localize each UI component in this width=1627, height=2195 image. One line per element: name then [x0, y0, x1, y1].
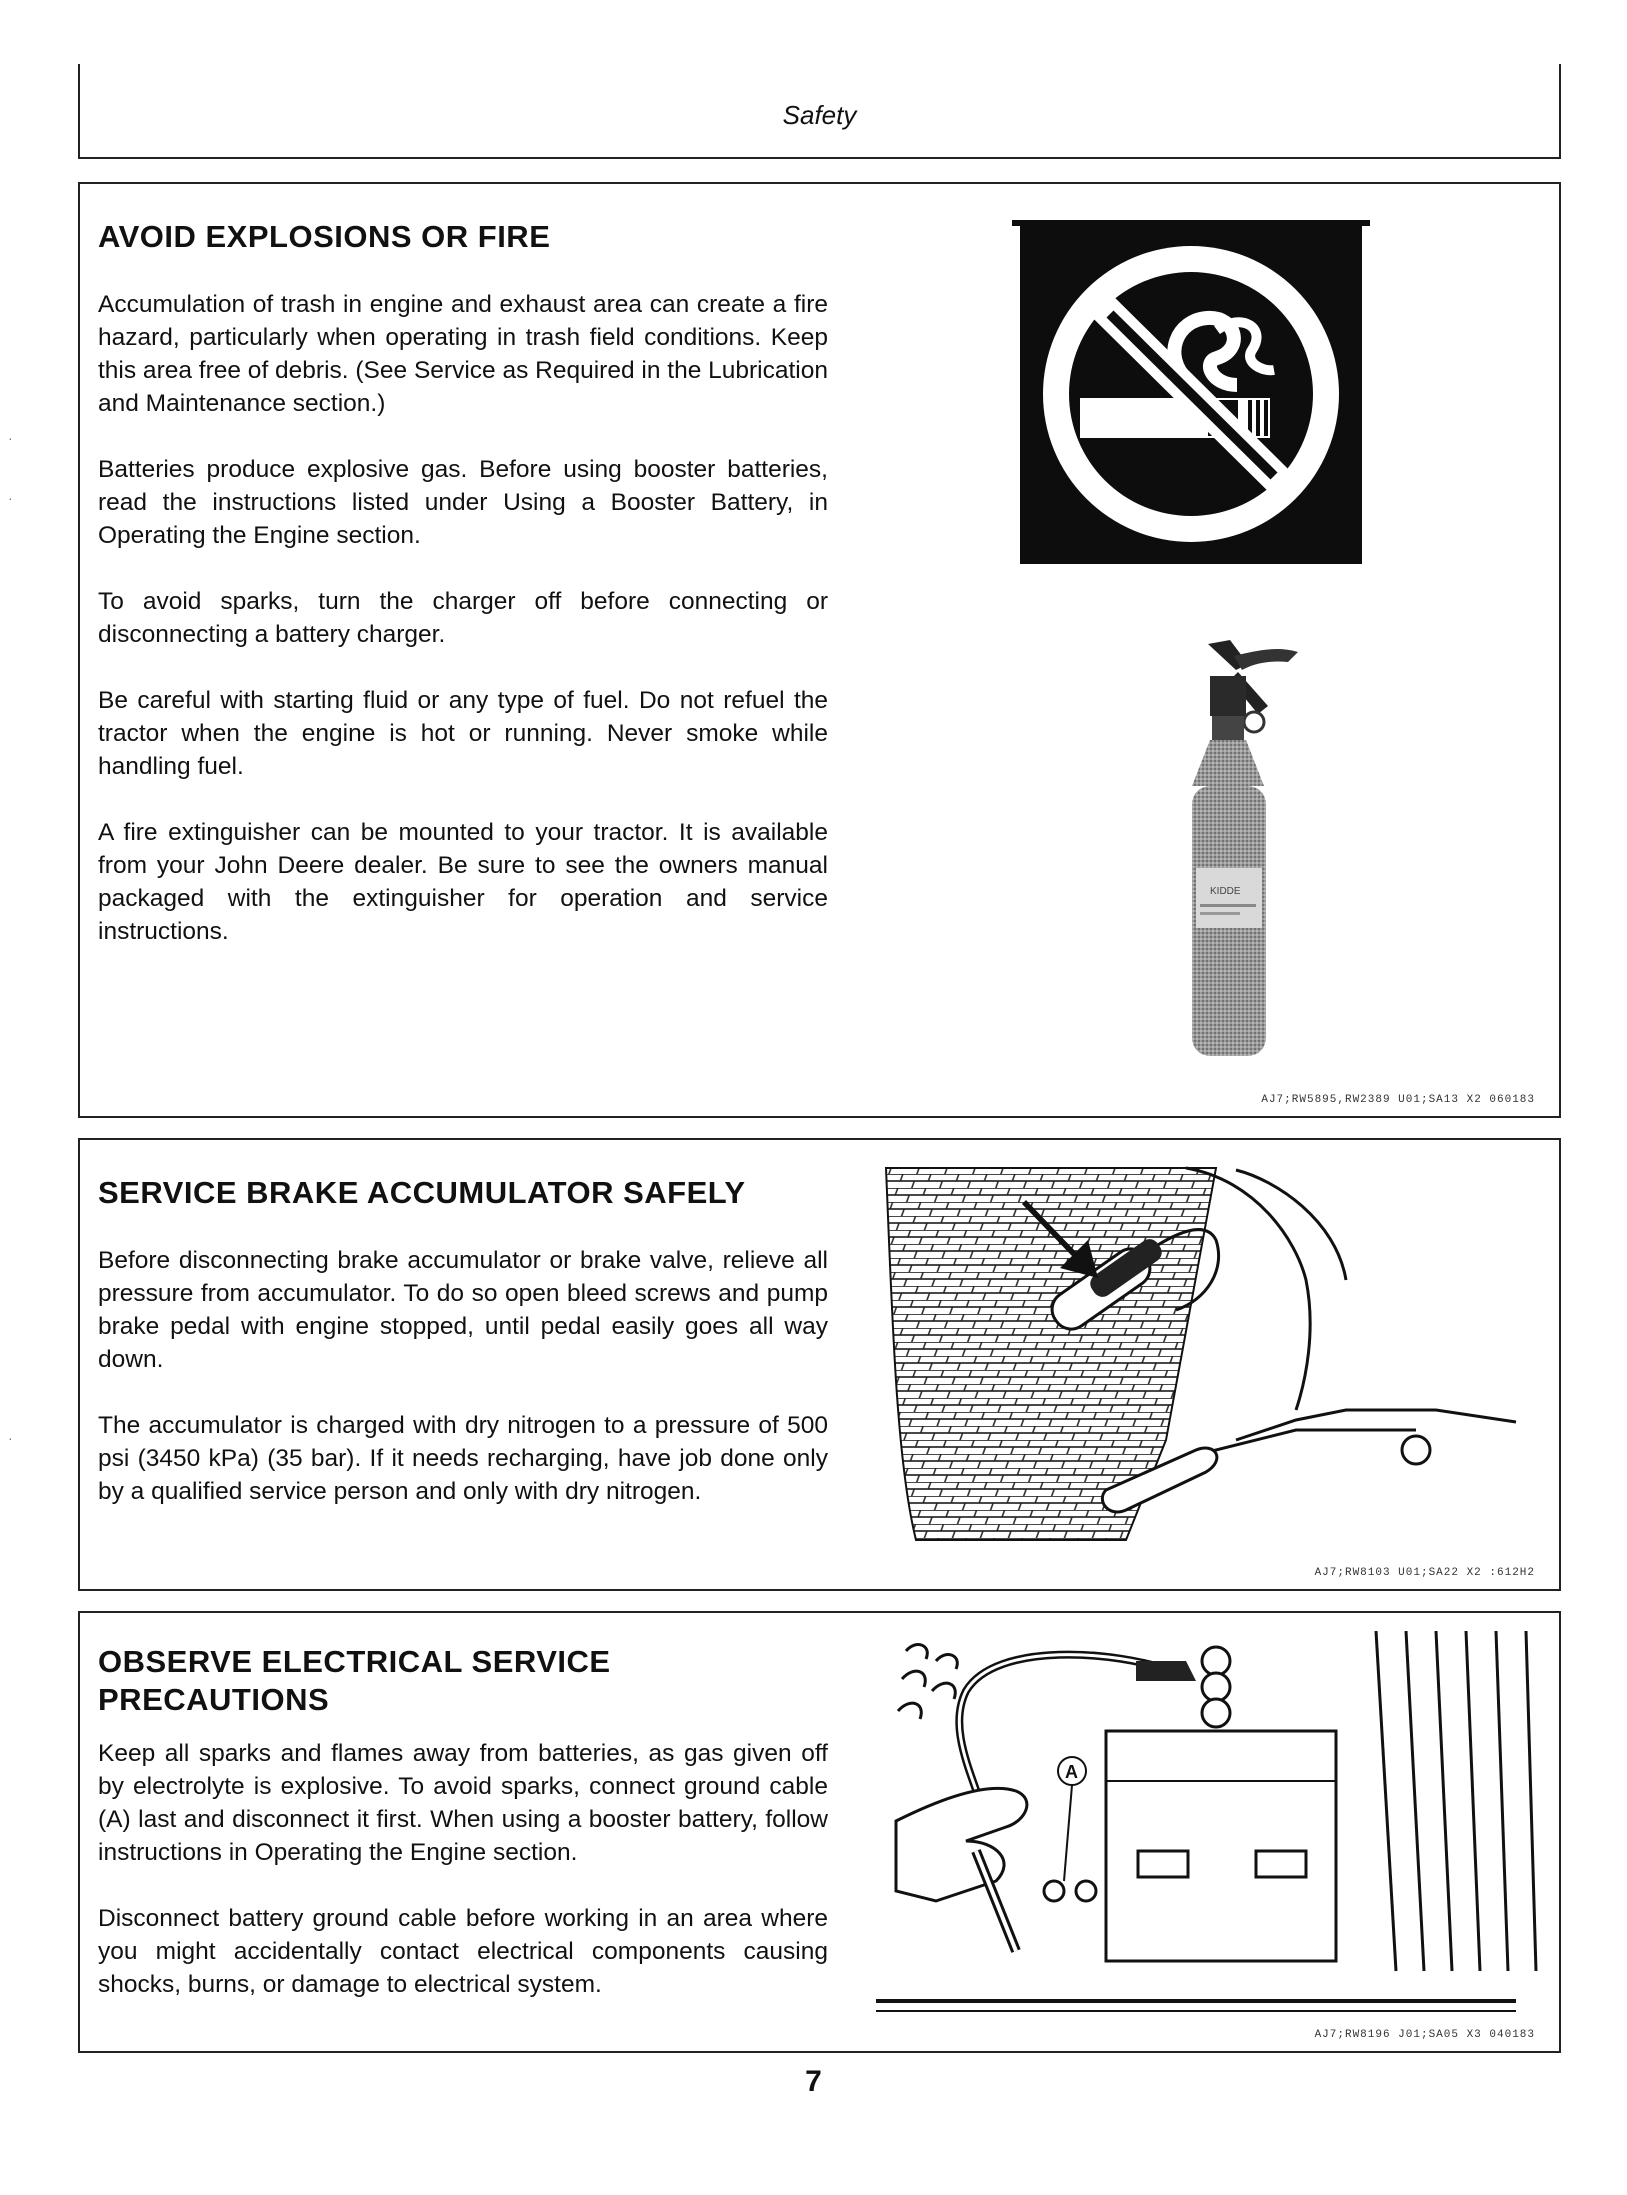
paragraph: The accumulator is charged with dry nitrogen to a pressure of 500 psi (3450 kPa) (35 bar). If it needs recharging, have job done only by a qualified service person and only with dry nitrogen.: [98, 1412, 828, 1505]
section-title: SERVICE BRAKE ACCUMULATOR SAFELY: [98, 1175, 746, 1210]
battery-ground-cable-illustration: [876, 1631, 1556, 2029]
section-body: [98, 288, 828, 981]
reference-code: AJ7;RW5895,RW2389 U01;SA13 X2 060183: [1261, 1094, 1535, 1106]
paragraph: Keep all sparks and flames away from batteries, as gas given off by electrolyte is explosive. To avoid sparks, connect ground cable (A) last and disconnect it first. When using a booster battery, follow instructions in Operating the Engine section.: [98, 1740, 828, 1866]
no-smoking-sign-icon: [1012, 220, 1370, 564]
paragraph: Be careful with starting fluid or any type of fuel. Do not refuel the tractor when the engine is hot or running. Never smoke while handling fuel.: [98, 687, 828, 780]
section-electrical-precautions: [78, 1611, 1561, 2053]
paragraph: Before disconnecting brake accumulator or brake valve, relieve all pressure from accumulator. To do so open bleed screws and pump brake pedal with engine stopped, until pedal easily goes all way down.: [98, 1247, 828, 1373]
section-title: OBSERVE ELECTRICAL SERVICE PRECAUTIONS: [98, 1644, 611, 1717]
svg-text:KIDDE: KIDDE: [1210, 886, 1241, 897]
margin-mark: ·: [8, 1430, 13, 1446]
reference-code: AJ7;RW8103 U01;SA22 X2 :612H2: [1314, 1567, 1535, 1579]
header-title: Safety: [782, 100, 857, 130]
section-body: [98, 1244, 828, 1541]
section-title: AVOID EXPLOSIONS OR FIRE: [98, 219, 551, 254]
paragraph: Accumulation of trash in engine and exhaust area can create a fire hazard, particularly when operating in trash field conditions. Keep this area free of debris. (See Service as Required in the Lubrication and Maintenance section.): [98, 291, 828, 417]
margin-mark: ·: [8, 490, 13, 506]
paragraph: A fire extinguisher can be mounted to your tractor. It is available from your John Deere dealer. Be sure to see the owners manual packaged with the extinguisher for operation and service instructions.: [98, 819, 828, 945]
figure-label: A: [1065, 1762, 1078, 1782]
fire-extinguisher-icon: [1138, 636, 1338, 1068]
section-service-brake: [78, 1138, 1561, 1591]
paragraph: To avoid sparks, turn the charger off before connecting or disconnecting a battery charger.: [98, 588, 828, 648]
page-number: 7: [805, 2065, 822, 2098]
section-body: [98, 1737, 828, 2034]
page-header: [78, 64, 1561, 159]
paragraph: Disconnect battery ground cable before working in an area where you might accidentally contact electrical components causing shocks, burns, or damage to electrical system.: [98, 1905, 828, 1998]
brake-accumulator-illustration: [876, 1160, 1556, 1550]
margin-mark: ·: [8, 430, 13, 446]
reference-code: AJ7;RW8196 J01;SA05 X3 040183: [1314, 2029, 1535, 2041]
paragraph: Batteries produce explosive gas. Before using booster batteries, read the instructions listed under Using a Booster Battery, in Operating the Engine section.: [98, 456, 828, 549]
section-avoid-explosions: [78, 182, 1561, 1118]
